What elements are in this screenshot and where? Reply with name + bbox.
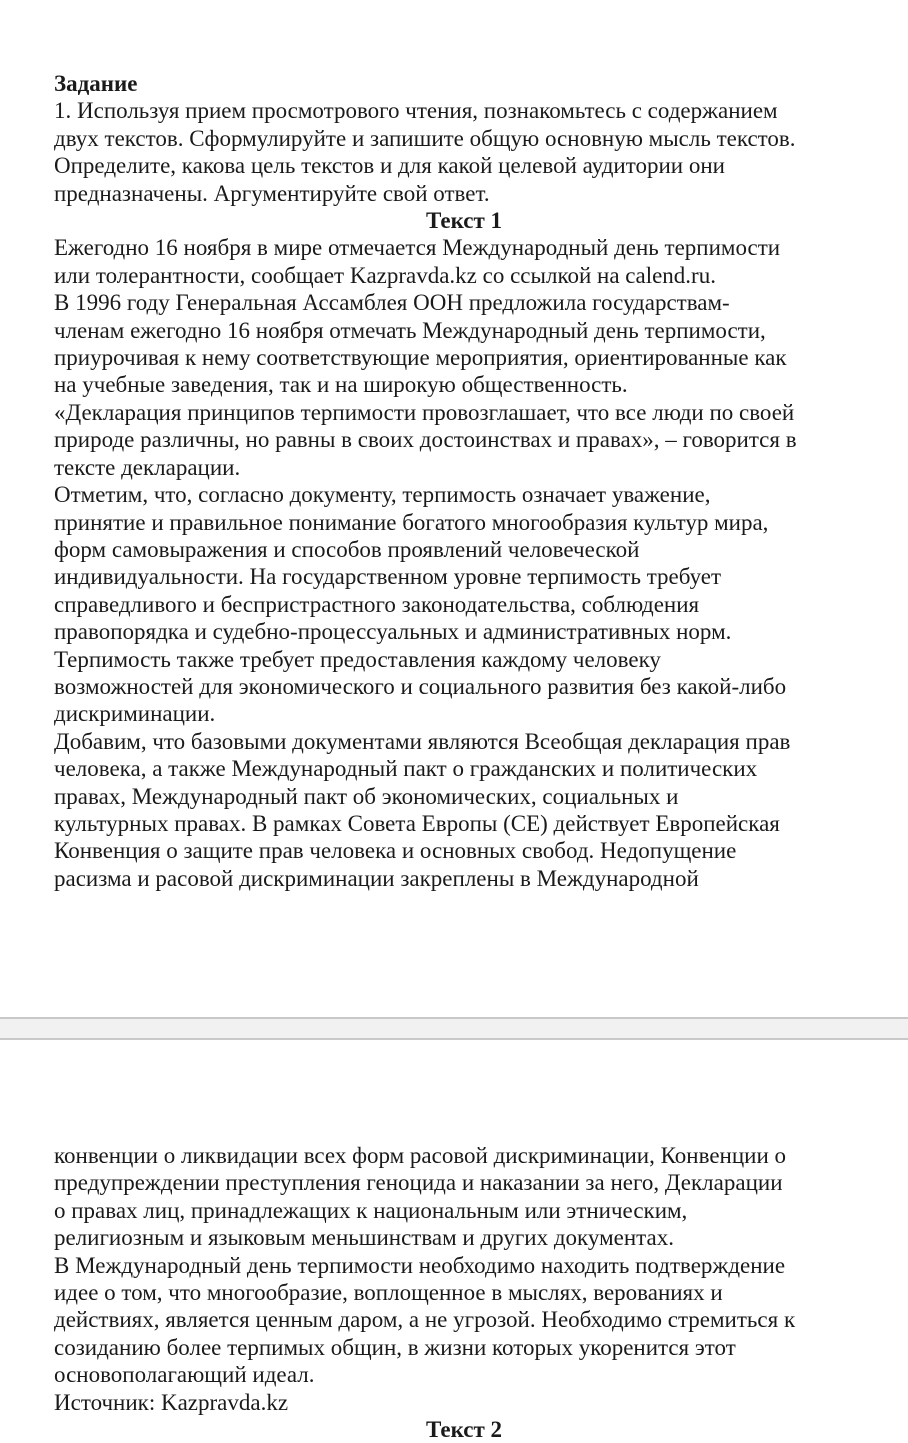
text-line: правопорядка и судебно-процессуальных и административных норм.	[54, 619, 732, 645]
task-heading: Задание	[54, 71, 138, 96]
text-line: человека, а также Международный пакт о гражданских и политических	[54, 756, 758, 782]
text-line: идее о том, что многообразие, воплощенное в мыслях, верованиях и	[54, 1280, 723, 1306]
page-separator	[0, 1017, 908, 1040]
text-line: «Декларация принципов терпимости провозглашает, что все люди по своей	[54, 399, 795, 425]
text-line: или толерантности, сообщает Kazpravda.kz со ссылкой на calend.ru.	[54, 262, 716, 288]
text-line: приурочивая к нему соответствующие мероприятия, ориентированные как	[54, 345, 787, 371]
text-line: созиданию более терпимых общин, в жизни которых укоренится этот	[54, 1334, 736, 1360]
text-line: правах, Международный пакт об экономических, социальных и	[54, 783, 679, 809]
task-instructions	[54, 97, 874, 207]
text-line: членам ежегодно 16 ноября отмечать Международный день терпимости,	[54, 317, 766, 343]
text-1-title: Текст 1	[425, 208, 503, 234]
task-line: предназначены. Аргументируйте свой ответ.	[54, 180, 490, 206]
text-line: природе различны, но равны в своих достоинствах и правах», – говорится в	[54, 427, 797, 453]
text-line: расизма и расовой дискриминации закреплены в Международной	[54, 865, 699, 891]
text-line: В Международный день терпимости необходимо находить подтверждение	[54, 1252, 786, 1278]
text-line: тексте декларации.	[54, 454, 241, 480]
text-line: культурных правах. В рамках Совета Европы (СЕ) действует Европейская	[54, 810, 780, 836]
text-line: принятие и правильное понимание богатого многообразия культур мира,	[54, 509, 769, 535]
text-line: Конвенция о защите прав человека и основных свобод. Недопущение	[54, 838, 737, 864]
text-line: Терпимость также требует предоставления каждому человеку	[54, 646, 661, 672]
page-2-content	[54, 1142, 874, 1443]
text-line: возможностей для экономического и социального развития без какой-либо	[54, 673, 787, 699]
text-1-body	[54, 234, 874, 892]
text-line: о правах лиц, принадлежащих к национальным или этническим,	[54, 1197, 688, 1223]
text-line: справедливого и беспристрастного законодательства, соблюдения	[54, 591, 700, 617]
text-line: конвенции о ликвидации всех форм расовой дискриминации, Конвенции о	[54, 1143, 787, 1168]
source-line: Источник: Kazpravda.kz	[54, 1389, 289, 1415]
text-1-body-continued	[54, 1142, 874, 1389]
page-1-content	[54, 70, 874, 892]
text-line: В 1996 году Генеральная Ассамблея ООН предложила государствам-	[54, 290, 730, 316]
text-line: Отметим, что, согласно документу, терпимость означает уважение,	[54, 482, 711, 508]
task-line: Определите, какова цель текстов и для какой целевой аудитории они	[54, 153, 725, 179]
text-line: Ежегодно 16 ноября в мире отмечается Международный день терпимости	[54, 235, 781, 261]
text-line: Добавим, что базовыми документами являются Всеобщая декларация прав	[54, 728, 791, 754]
document-page-2	[0, 1040, 908, 1443]
text-line: религиозным и языковым меньшинствам и других документах.	[54, 1225, 674, 1251]
text-2-title: Текст 2	[425, 1417, 503, 1443]
text-line: индивидуальности. На государственном уровне терпимость требует	[54, 564, 722, 590]
text-line: дискриминации.	[54, 701, 216, 727]
text-line: форм самовыражения и способов проявлений человеческой	[54, 536, 640, 562]
text-line: основополагающий идеал.	[54, 1362, 315, 1388]
task-line: 1. Используя прием просмотрового чтения, познакомьтесь с содержанием	[54, 98, 778, 124]
text-line: действиях, является ценным даром, а не угрозой. Необходимо стремиться к	[54, 1307, 796, 1333]
text-line: предупреждении преступления геноцида и наказании за него, Декларации	[54, 1170, 783, 1196]
text-line: на учебные заведения, так и на широкую общественность.	[54, 372, 628, 398]
task-line: двух текстов. Сформулируйте и запишите общую основную мысль текстов.	[54, 125, 796, 151]
